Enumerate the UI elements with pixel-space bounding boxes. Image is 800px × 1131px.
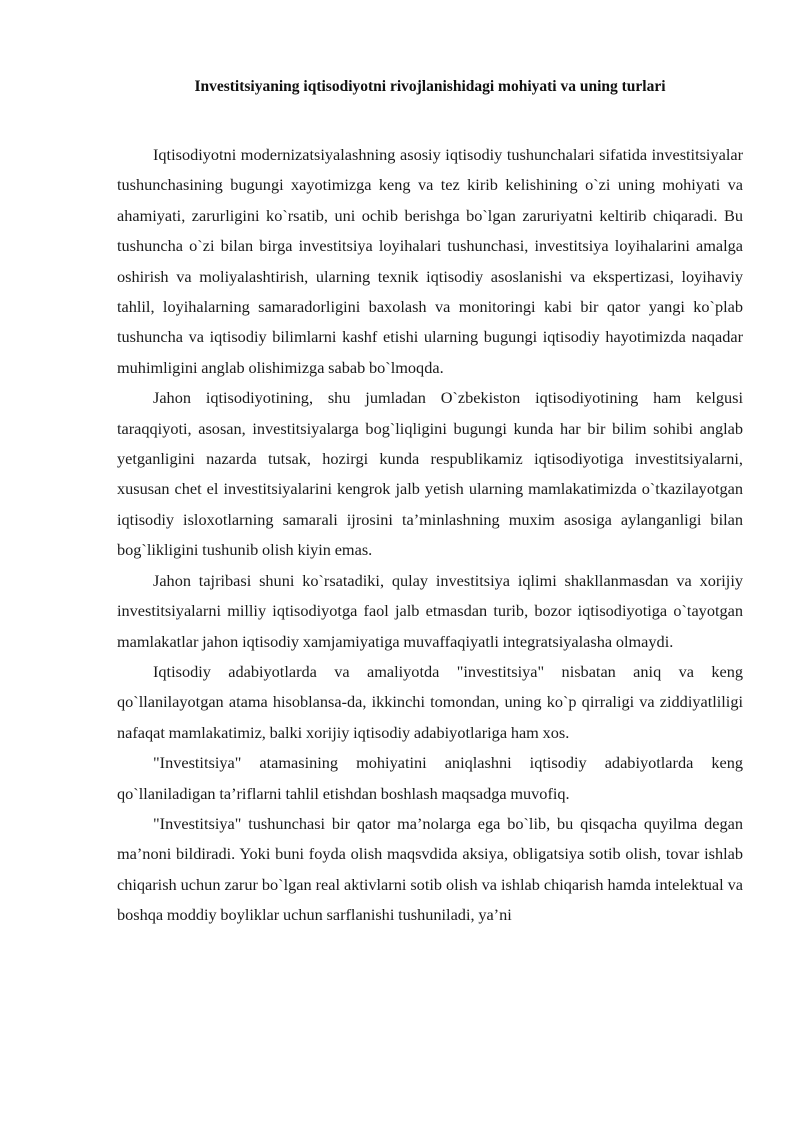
paragraph: Iqtisodiy adabiyotlarda va amaliyotda "investitsiya" nisbatan aniq va keng qo`llanilayotgan atama hisoblansa-da, ikkinchi tomondan, uning ko`p qirraligi va ziddiyatliligi nafaqat mamlakatimiz, balki xorijiy iqtisodiy adabiyotlariga ham xos.: [117, 661, 743, 742]
document-title: Investitsiyaning iqtisodiyotni rivojlanishidagi mohiyati va uning turlari: [194, 78, 666, 95]
paragraph: Iqtisodiyotni modernizatsiyalashning asosiy iqtisodiy tushunchalari sifatida investitsiyalar tushunchasining bugungi xayotimizga keng va tez kirib kelishining o`zi uning mohiyati va ahamiyati, zarurligini ko`rsatib, uni ochib berishga bo`lgan zaruriyatni keltirib chiqaradi. Bu tushuncha o`zi bilan birga investitsiya loyihalari tushunchasi, investitsiya loyihalarini amalga oshirish va moliyalashtirish, ularning texnik iqtisodiy asoslanishi va ekspertizasi, loyihaviy tahlil, loyihalarning samaradorligini baxolash va monitoringi kabi bir qator yangi ko`plab tushuncha va iqtisodiy bilimlarni kashf etishi ularning bugungi iqtisodiy hayotimizda naqadar muhimligini anglab olishimizga sabab bo`lmoqda.: [117, 145, 743, 377]
paragraph: "Investitsiya" atamasining mohiyatini aniqlashni iqtisodiy adabiyotlarda keng qo`llaniladigan ta’riflarni tahlil etishdan boshlash maqsadga muvofiq.: [117, 753, 743, 803]
paragraph: Jahon iqtisodiyotining, shu jumladan O`zbekiston iqtisodiyotining ham kelgusi taraqqiyoti, asosan, investitsiyalarga bog`liqligini bugungi kunda har bir bilim sohibi anglab yetganligini nazarda tutsak, hozirgi kunda respublikamiz iqtisodiyotiga investitsiyalarni, xususan chet el investitsiyalarini kengrok jalb yetish ularning mamlakatimizda o`tkazilayotgan iqtisodiy isloxotlarning samarali ijrosini ta’minlashning muxim asosiga aylanganligi bilan bog`likligini tushunib olish kiyin emas.: [117, 388, 743, 560]
paragraph: "Investitsiya" tushunchasi bir qator ma’nolarga ega bo`lib, bu qisqacha quyilma degan ma’noni bildiradi. Yoki buni foyda olish maqsvdida aksiya, obligatsiya sotib olish, tovar ishlab chiqarish uchun zarur bo`lgan real aktivlarni sotib olish va ishlab chiqarish hamda intelektual va boshqa moddiy boyliklar uchun sarflanishi tushuniladi, ya’ni: [117, 813, 743, 925]
paragraph: Jahon tajribasi shuni ko`rsatadiki, qulay investitsiya iqlimi shakllanmasdan va xorijiy investitsiyalarni milliy iqtisodiyotga faol jalb etmasdan turib, bozor iqtisodiyotiga o`tayotgan mamlakatlar jahon iqtisodiy xamjamiyatiga muvaffaqiyatli integratsiyalasha olmaydi.: [117, 570, 743, 651]
document-body: [117, 140, 743, 931]
